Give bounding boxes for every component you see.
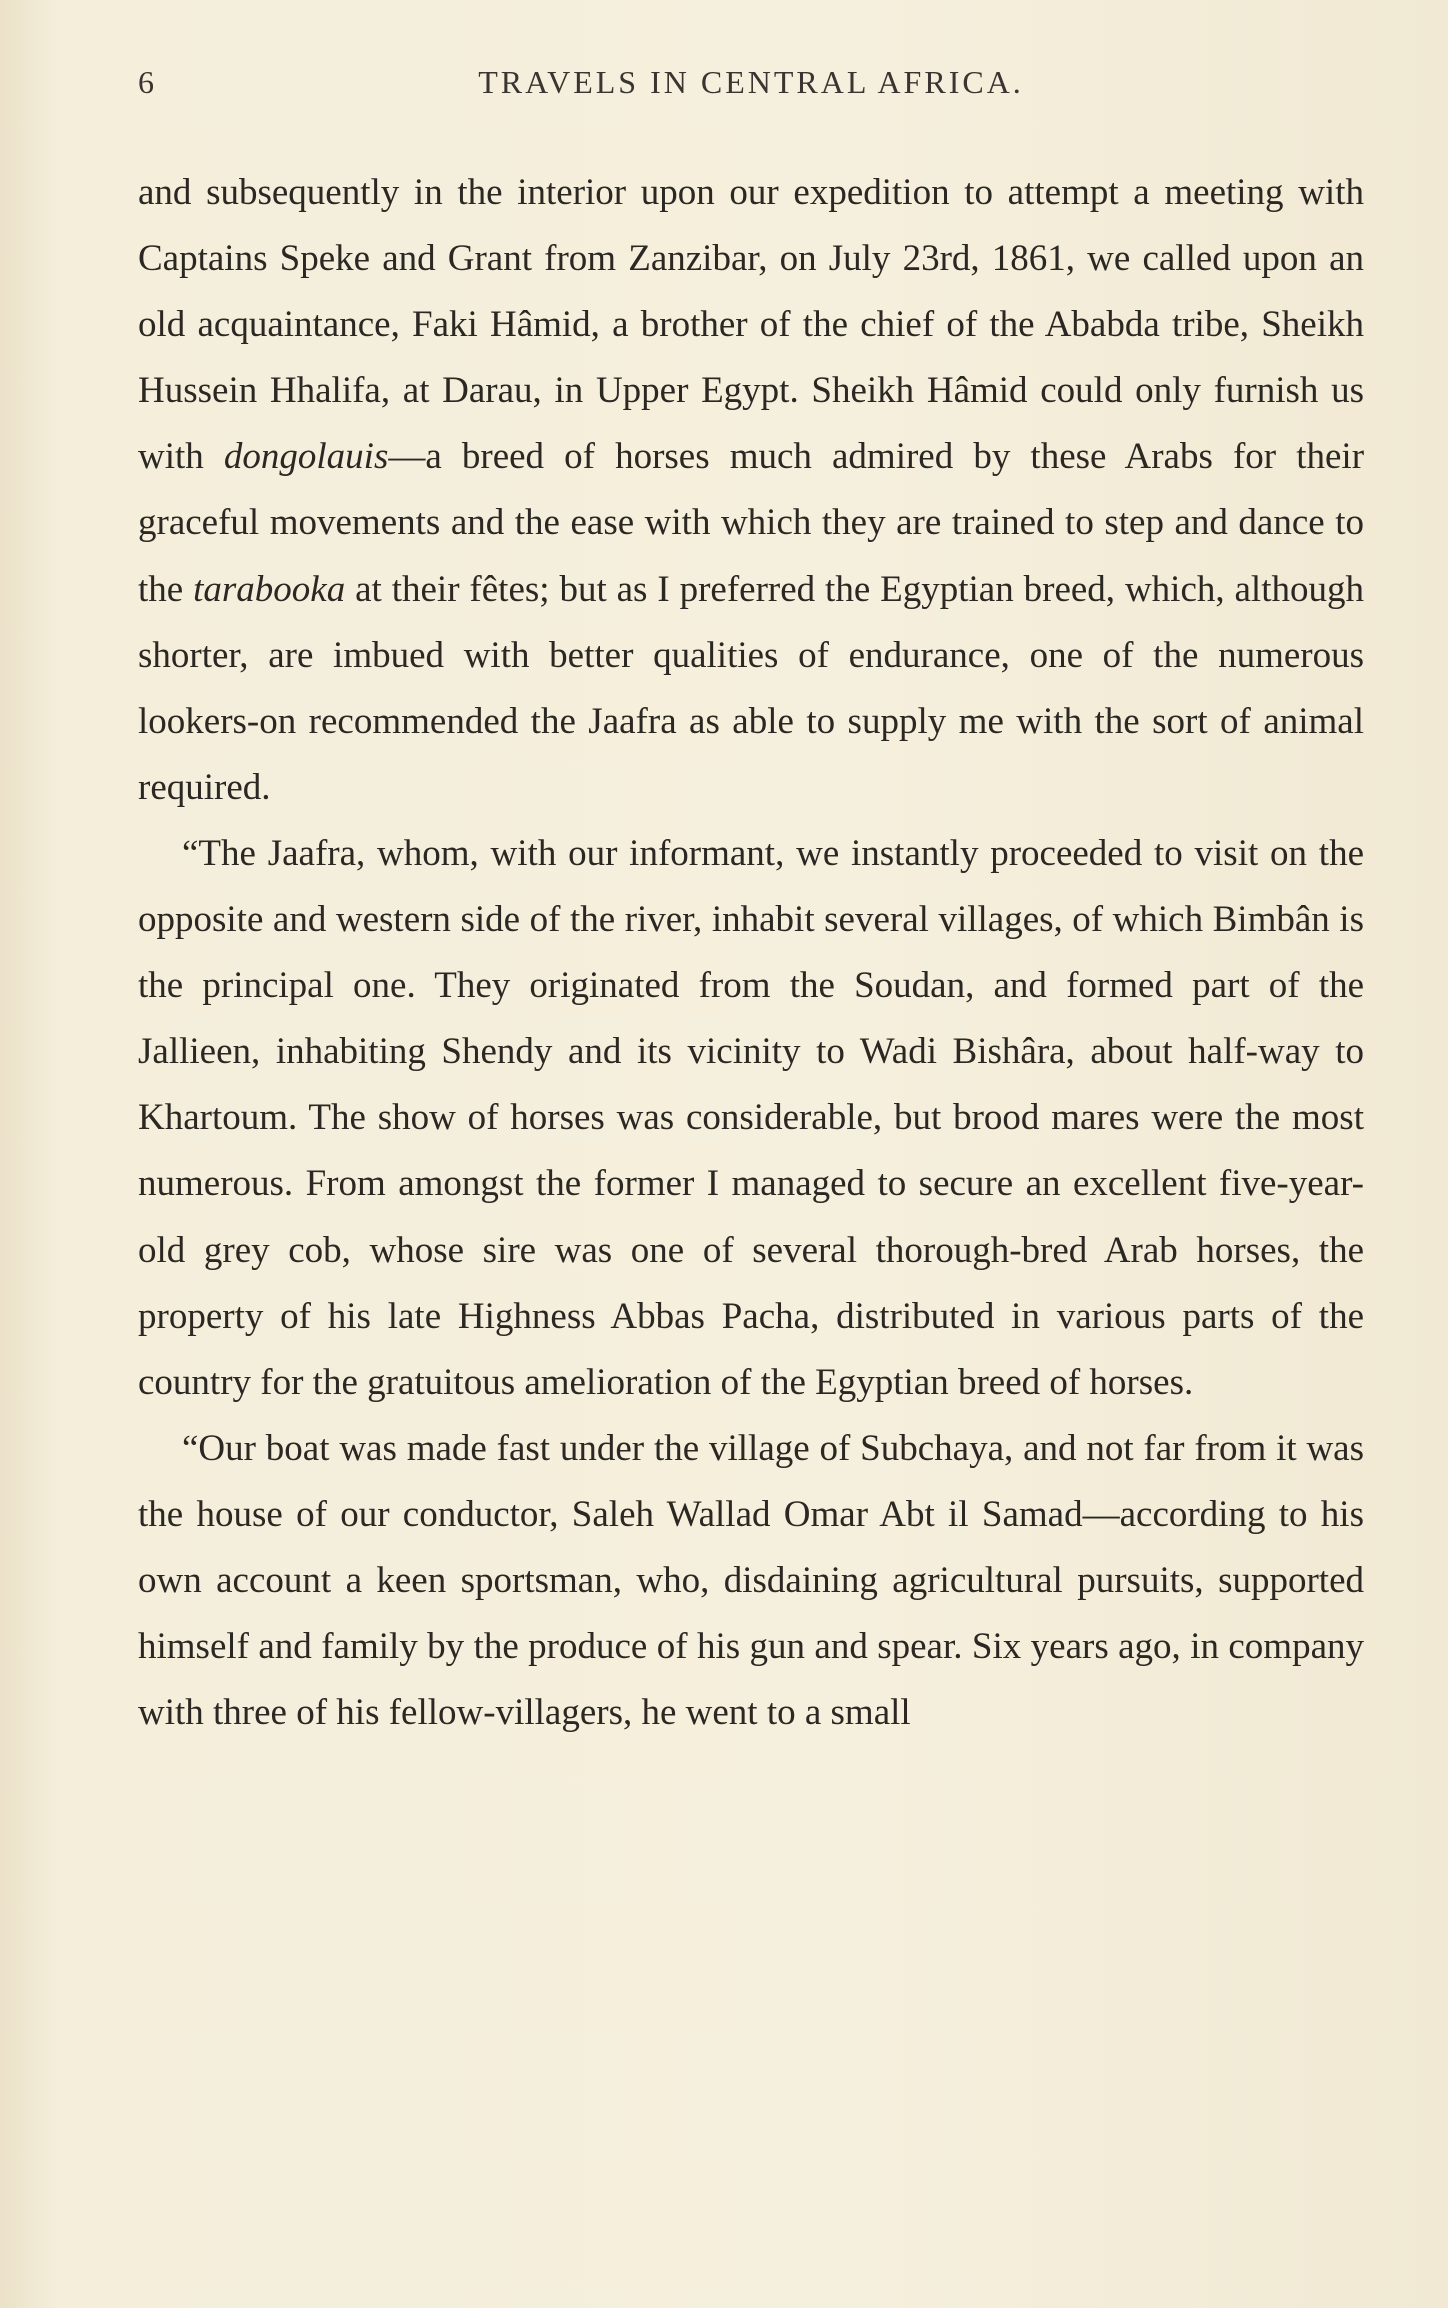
text-segment: “The Jaafra, whom, with our informant, we instantly proceeded to visit on the opposite and western side of the river, inhabit several villages, of which Bimbân is the principal one. They originated from the Soudan, and formed part of the Jallieen, inhabiting Shendy and its vicinity to Wadi Bishâra, about half-way to Khartoum. The show of horses was considerable, but brood mares were the most numerous. From amongst the former I managed to secure an excellent five-year-old grey cob, whose sire was one of several thorough-bred Arab horses, the property of his late Highness Abbas Pacha, distributed in various parts of the country for the gratuitous amelioration of the Egyptian breed of horses. — [138, 832, 1364, 1403]
text-segment: at their fêtes; but as I preferred the Egyptian breed, which, although shorter, are imbued with better qualities of endurance, one of the numerous lookers-on recommended the Jaafra as able to supply me with the sort of animal required. — [138, 568, 1364, 808]
body-text — [138, 160, 1364, 1746]
page-number: 6 — [138, 64, 157, 100]
paragraph-3 — [138, 1416, 1364, 1746]
italic-term-dongolauis: dongolauis — [223, 436, 389, 478]
italic-term-tarabooka: tarabooka — [193, 568, 346, 610]
text-segment: —a breed of horses much admired by these Arabs for their graceful movements and the ease with which they are trained to step and dance to the — [138, 436, 1365, 610]
running-head — [138, 64, 1364, 114]
running-title: TRAVELS IN CENTRAL AFRICA. — [478, 64, 1024, 100]
paragraph-2 — [138, 821, 1364, 1416]
text-segment: “Our boat was made fast under the village of Subchaya, and not far from it was the house of our conductor, Saleh Wallad Omar Abt il Samad—according to his own account a keen sportsman, who, disdaining agricultural pursuits, supported himself and family by the produce of his gun and spear. Six years ago, in company with three of his fellow-villagers, he went to a small — [138, 1427, 1364, 1734]
paragraph-1 — [138, 160, 1364, 821]
text-segment: and subsequently in the interior upon our expedition to attempt a meeting with Captains Speke and Grant from Zanzibar, on July 23rd, 1861, we called upon an old acquaintance, Faki Hâmid, a brother of the chief of the Ababda tribe, Sheikh Hussein Hhalifa, at Darau, in Upper Egypt. Sheikh Hâmid could only furnish us with — [138, 172, 1364, 478]
